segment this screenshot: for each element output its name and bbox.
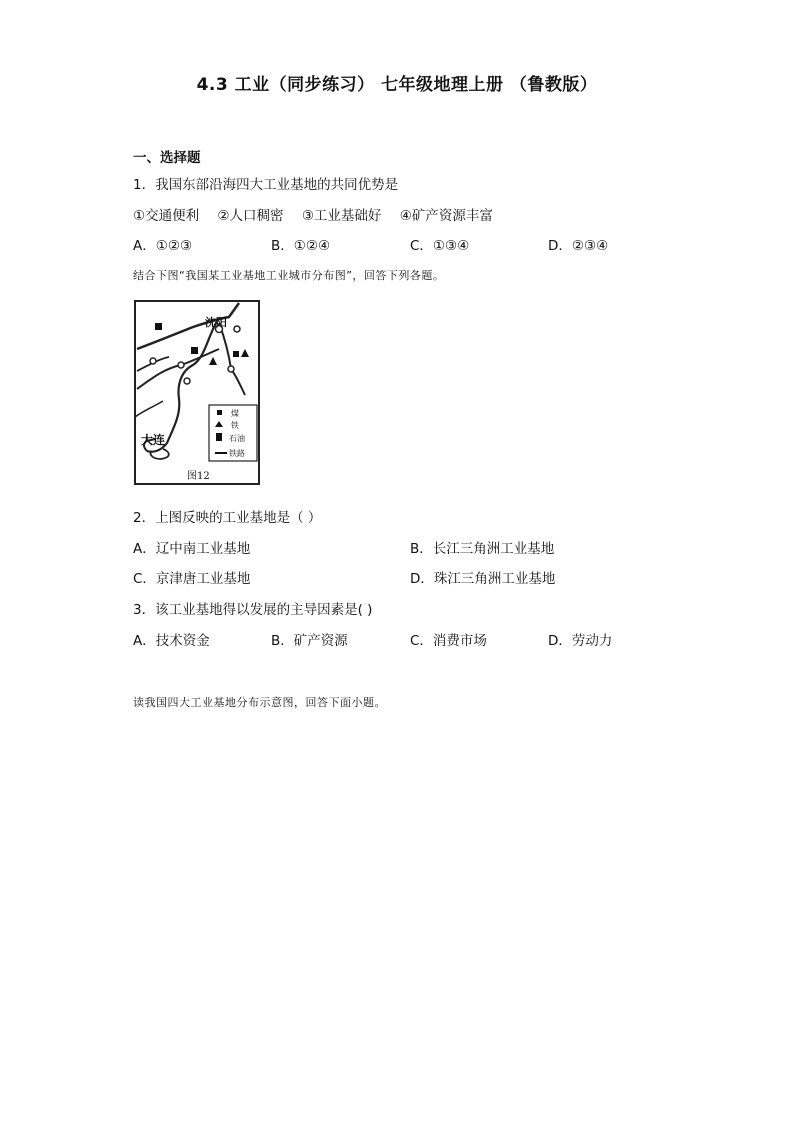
page-title: 4.3 工业（同步练习） 七年级地理上册 （鲁教版） [196,75,598,95]
option-b[interactable]: B．①②④ [271,238,331,254]
statement-3: ③工业基础好 [301,208,382,224]
industrial-base-map [133,299,261,486]
legend-railway: 铁路 [229,449,245,458]
map-city-shenyang: 沈阳 [205,316,227,329]
statement-2: ②人口稠密 [217,208,284,224]
option-a[interactable]: A．辽中南工业基地 [133,541,251,557]
option-b[interactable]: B．长江三角洲工业基地 [410,541,555,557]
intro-text-2: 读我国四大工业基地分布示意图，回答下面小题。 [133,696,386,709]
option-c[interactable]: C．①③④ [410,238,470,254]
option-a[interactable]: A．技术资金 [133,633,210,649]
option-c[interactable]: C．消费市场 [410,633,487,649]
legend-coal: 煤 [231,409,239,418]
statement-1: ①交通便利 [133,208,200,224]
option-a[interactable]: A．①②③ [133,238,193,254]
question-1-stem: 1．我国东部沿海四大工业基地的共同优势是 [133,177,399,193]
legend-oil: 石油 [229,434,245,443]
question-3-stem: 3．该工业基地得以发展的主导因素是( ) [133,602,373,618]
option-d[interactable]: D．珠江三角洲工业基地 [410,571,556,587]
option-b[interactable]: B．矿产资源 [271,633,348,649]
map-city-dalian: 大连 [141,433,166,447]
legend-iron: 铁 [231,421,239,430]
intro-text-1: 结合下图“我国某工业基地工业城市分布图”，回答下列各题。 [133,269,445,282]
map-caption: 图12 [187,471,210,482]
statement-4: ④矿产资源丰富 [399,208,493,224]
question-1-statements [133,204,507,224]
option-d[interactable]: D．②③④ [548,238,609,254]
option-c[interactable]: C．京津唐工业基地 [133,571,251,587]
section-heading: 一、选择题 [133,150,201,166]
question-2-stem: 2．上图反映的工业基地是（ ） [133,510,322,526]
option-d[interactable]: D．劳动力 [548,633,613,649]
